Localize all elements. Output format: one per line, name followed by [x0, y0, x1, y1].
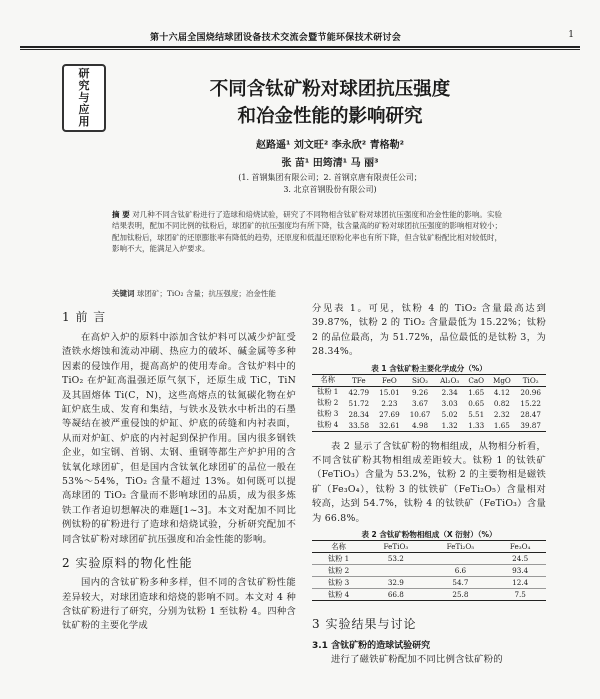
- table-cell: 钛粉 2: [317, 398, 339, 408]
- keywords: [112, 288, 502, 299]
- table-cell: 0.82: [493, 398, 510, 408]
- table2-caption: 表 2 含钛矿粉物相组成（X 衍射）（%）: [361, 530, 497, 540]
- table-cell: 15.22: [520, 398, 541, 408]
- table-header-cell: FeTiO₃: [365, 541, 426, 553]
- table-header-cell: TiO₂: [515, 374, 546, 386]
- table-header-cell: CaO: [464, 374, 488, 386]
- author-line: 张 苗¹ 田筠清¹ 马 丽³: [281, 158, 379, 169]
- table-cell: 4.12: [493, 387, 510, 397]
- table-cell: 32.9: [365, 577, 426, 589]
- introduction-paragraph: 在高炉入炉的原料中添加含钛炉料可以减少炉缸受渣铁水熔蚀和流动冲刷、热应力的破坏、碱金属等多种因素的侵蚀作用，提高高炉的使用寿命。含钛炉料中的 TiO₂ 在炉缸高温强还原气氛下，还原生成 TiC，TiN 及其固熔体 Ti(C，N)，这些高熔点的钛氮碳化物在炉缸炉底生成、发育和集结，与铁水及铁水中析出的石墨等凝结在被严重侵蚀的炉缸、炉底的砖缝和内衬表面，从而对炉缸、炉底的内衬起到保护作用。国内很多钢铁企业，如宝钢、首钢、太钢、重钢等都生产炉护用的含钛氧化球团矿，但是国内含钛氧化球团矿的品位一般在 53%～54%，TiO₂ 含量不超过 13%。如何既可以提高球团的 TiO₂ 含量而不影响球团的品质，成为很多炼铁工作者迫切想解决的难题[1~3]。本文对配加不同比例钛粉的矿粉进行了造球和焙烧试验，分析研究配加不同含钛矿粉对球团矿抗压强度和冶金性能的影响。: [62, 332, 296, 545]
- column-label-char: 究: [78, 78, 90, 92]
- table-header-cell: MgO: [488, 374, 515, 386]
- table-cell: 钛粉 4: [312, 420, 344, 432]
- table2-phase-composition: [312, 540, 546, 601]
- table-header-cell: 名称: [312, 541, 365, 553]
- table-cell: [426, 553, 494, 565]
- table2-discussion-paragraph: 表 2 显示了含钛矿粉的物相组成，从物相分析看，不同含钛矿粉其物相组成差距较大。钛粉 1 的钛铁矿（FeTiO₃）含量为 53.2%，钛粉 2 的主要物相是磁铁矿（Fe₃O₄），钛粉 3 的钛铁矿（FeTi₂O₅）含量相对较高，达到 54.7%，钛粉 4 的钛铁矿（FeTiO₃）含量为 66.8%。: [312, 440, 546, 524]
- table-row: [312, 577, 546, 589]
- table1-caption: 表 1 含钛矿粉主要化学成分（%）: [371, 363, 487, 373]
- table-cell: 53.2: [365, 553, 426, 565]
- table-cell: 15.01: [379, 387, 400, 397]
- table-row: [312, 589, 546, 601]
- column-label-char: 研: [78, 66, 90, 80]
- table-header-cell: FeO: [374, 374, 405, 386]
- right-column: [312, 302, 546, 667]
- table-header-row: [312, 541, 546, 553]
- table-cell: 钛粉 3: [312, 577, 365, 589]
- table-row: [312, 398, 546, 409]
- table-cell: 2.23: [381, 398, 398, 408]
- left-column: [62, 308, 296, 634]
- table1-chemical-composition: [312, 374, 546, 432]
- section-heading-materials: 2 实验原料的物化性能: [62, 556, 193, 571]
- table-cell: 6.6: [426, 565, 494, 577]
- table-header-cell: TFe: [344, 374, 375, 386]
- table-cell: 39.87: [515, 420, 546, 432]
- table-cell: 钛粉 1: [317, 387, 339, 397]
- table-cell: 32.61: [374, 420, 405, 432]
- table-cell: 33.58: [344, 420, 375, 432]
- running-header: [20, 30, 580, 48]
- table-cell: 28.47: [520, 409, 541, 419]
- table-cell: 27.69: [379, 409, 400, 419]
- table-cell: [365, 565, 426, 577]
- table-cell: 42.79: [348, 387, 370, 397]
- table-cell: 钛粉 2: [312, 565, 365, 577]
- table-header-cell: Fe₃O₄: [494, 541, 546, 553]
- table-cell: 0.65: [468, 398, 485, 408]
- pelletizing-paragraph: 进行了磁铁矿粉配加不同比例含钛矿粉的: [331, 654, 503, 666]
- table-row: [312, 553, 546, 565]
- table-cell: 66.8: [365, 589, 426, 601]
- table-row: [312, 386, 546, 398]
- table-cell: 54.7: [426, 577, 494, 589]
- page-number: 1: [568, 30, 574, 40]
- column-label-char: 应: [78, 103, 90, 117]
- table-cell: 2.32: [493, 409, 510, 419]
- table-cell: 25.8: [426, 589, 494, 601]
- author-line: 赵路遥¹ 刘文旺² 李永欣² 青格勒²: [256, 140, 404, 151]
- table-cell: 7.5: [494, 589, 546, 601]
- author-list: [160, 137, 500, 173]
- table-cell: 9.26: [412, 387, 429, 397]
- keywords-label: 关键词: [112, 289, 135, 298]
- table-header-cell: FeTi₂O₅: [426, 541, 494, 553]
- table-cell: 钛粉 4: [312, 589, 365, 601]
- abstract: [112, 209, 502, 254]
- section-heading-results: 3 实验结果与讨论: [312, 617, 417, 632]
- table-cell: 钛粉 3: [317, 409, 339, 419]
- conference-title: 第十六届全国烧结球团设备技术交流会暨节能环保技术研讨会: [150, 33, 402, 43]
- table-header-cell: Al₂O₃: [435, 374, 464, 386]
- table-cell: 1.32: [435, 420, 464, 432]
- table-row: [312, 409, 546, 420]
- column-label-char: 与: [78, 90, 90, 104]
- materials-paragraph: 国内的含钛矿粉多种多样，但不同的含钛矿粉性能差异较大，对球团造球和焙烧的影响不同。本文对 4 种含钛矿粉进行了研究，分别为钛粉 1 至钛粉 4。四种含钛矿粉的主要化学成: [62, 577, 296, 632]
- table-header-row: [312, 374, 546, 386]
- table-row: [312, 565, 546, 577]
- table-cell: 4.98: [405, 420, 436, 432]
- table-cell: 5.02: [441, 409, 458, 419]
- section-heading-introduction: 1 前 言: [62, 310, 107, 324]
- abstract-label: 摘 要: [112, 210, 130, 219]
- affiliation-line: 3. 北京首钢股份有限公司): [283, 185, 377, 194]
- table1-discussion-paragraph: 分见表 1。可见，钛粉 4 的 TiO₂ 含量最高达到 39.87%，钛粉 2 的 TiO₂ 含量最低为 15.22%；钛粉 2 的品位最高，为 51.72%，品位最低的是钛粉 3，为 28.34%。: [312, 303, 546, 358]
- table-cell: 3.67: [412, 398, 429, 408]
- subsection-heading-pelletizing: 3.1 含钛矿粉的造球试验研究: [312, 641, 431, 652]
- abstract-text: 对几种不同含钛矿粉进行了造球和焙烧试验，研究了不同物相含钛矿粉对球团抗压强度和冶金性能的影响。实验结果表明，配加不同比例的钛粉后，球团矿的抗压强度均有所下降，钛含量高的矿粉对球团抗压强度的影响相对较小；配加钛粉后，球团矿的还原膨胀率有降低的趋势，还原度和低温还原粉化率也有所下降，但含钛矿粉配比相对较低时，影响不大，能满足入炉要求。: [112, 210, 502, 253]
- table-cell: 1.65: [488, 420, 515, 432]
- table-cell: 2.34: [441, 387, 458, 397]
- table-cell: 5.51: [468, 409, 485, 419]
- table-header-cell: SiO₂: [405, 374, 436, 386]
- table-cell: 3.03: [441, 398, 458, 408]
- table-cell: 20.96: [520, 387, 541, 397]
- table-cell: 1.65: [468, 387, 485, 397]
- table-cell: 1.33: [464, 420, 488, 432]
- table-cell: 93.4: [494, 565, 546, 577]
- affiliations: [150, 172, 510, 196]
- table-cell: 钛粉 1: [312, 553, 365, 565]
- keywords-text: 球团矿；TiO₂ 含量；抗压强度；冶金性能: [136, 289, 276, 298]
- paper-title: 不同含钛矿粉对球团抗压强度 和冶金性能的影响研究: [209, 79, 451, 127]
- column-label-badge: [62, 64, 106, 132]
- table-cell: 10.67: [409, 409, 431, 419]
- table-cell: 51.72: [348, 398, 370, 408]
- table-row: [312, 420, 546, 432]
- table-header-cell: 名称: [312, 374, 344, 386]
- header-rule: [20, 49, 580, 50]
- table-cell: 28.34: [348, 409, 370, 419]
- affiliation-line: (1. 首钢集团有限公司；2. 首钢京唐有限责任公司；: [238, 173, 422, 182]
- column-label-char: 用: [78, 115, 90, 129]
- table-cell: 12.4: [494, 577, 546, 589]
- table-cell: 24.5: [494, 553, 546, 565]
